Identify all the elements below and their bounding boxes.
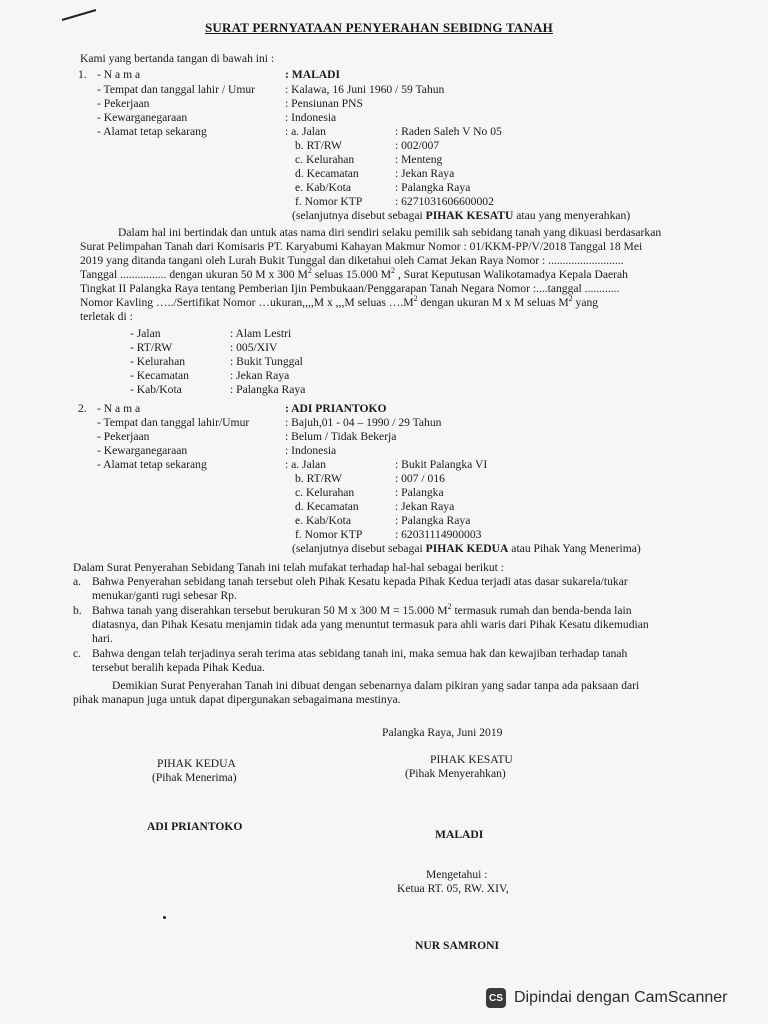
pen-mark — [60, 6, 100, 24]
paragraph-line — [80, 268, 628, 282]
party-one-label: - N a m a — [97, 68, 141, 81]
party-two-addr-label: b. RT/RW — [295, 472, 342, 485]
intro-line: Kami yang bertanda tangan di bawah ini : — [80, 52, 275, 65]
location-label: - Kelurahan — [130, 355, 186, 368]
camscanner-watermark — [470, 980, 768, 1016]
party-one-addr-label: c. Kelurahan — [295, 153, 355, 166]
party-two-addr-value: : Jekan Raya — [395, 500, 455, 513]
clause-b-rest: termasuk rumah dan benda-benda lain — [451, 604, 632, 617]
party-two-addr-label: : a. Jalan — [285, 458, 326, 471]
party-two-label: - Alamat tetap sekarang — [97, 458, 207, 471]
party-one-addr-value: : Jekan Raya — [395, 167, 455, 180]
party-two-designation — [292, 542, 641, 556]
designation-prefix: (selanjutnya disebut sebagai — [292, 542, 426, 555]
place-date: Palangka Raya, Juni 2019 — [382, 726, 503, 739]
left-signer-name: ADI PRIANTOKO — [147, 820, 243, 833]
party-two-number: 2. — [78, 402, 87, 415]
location-label: - RT/RW — [130, 341, 173, 354]
party-two-value: : Indonesia — [285, 444, 337, 457]
party-two-value: : Belum / Tidak Bekerja — [285, 430, 397, 443]
clause-b-line — [92, 604, 632, 618]
witness-name: NUR SAMRONI — [415, 939, 500, 952]
location-label: - Kab/Kota — [130, 383, 182, 396]
party-one-name: : MALADI — [285, 68, 341, 81]
location-value: : Alam Lestri — [230, 327, 292, 340]
document-title: SURAT PERNYATAAN PENYERAHAN SEBIDNG TANAH — [205, 20, 553, 35]
party-one-addr-label: b. RT/RW — [295, 139, 342, 152]
left-signer-role: PIHAK KEDUA — [157, 757, 236, 770]
clause-marker: c. — [73, 647, 82, 660]
clause-c-line: Bahwa dengan telah terjadinya serah terima atas sebidang tanah ini, maka semua hak dan kewajiban terhadap tanah — [92, 647, 628, 660]
witness-label: Mengetahui : — [426, 868, 488, 881]
camscanner-text: Dipindai dengan CamScanner — [514, 989, 728, 1006]
decree-text: , Surat Keputusan Walikotamadya Kepala Daerah — [395, 268, 628, 281]
ink-dot — [163, 916, 166, 919]
clause-b-line: hari. — [92, 632, 113, 645]
party-two-addr-value: : Palangka — [395, 486, 444, 499]
measure-text: dengan ukuran M x M seluas M — [417, 296, 569, 309]
designation-prefix: (selanjutnya disebut sebagai — [292, 209, 426, 222]
location-label: - Kecamatan — [130, 369, 189, 382]
clause-b-line: diatasnya, dan Pihak Kesatu menjamin tidak ada yang menuntut termasuk para ahli waris dari Pihak Kesatu dikemudian — [92, 618, 649, 631]
party-two-addr-label: e. Kab/Kota — [295, 514, 352, 527]
party-one-addr-value: : Menteng — [395, 153, 443, 166]
paragraph-line: Dalam hal ini bertindak dan untuk atas nama diri sendiri selaku pemilik sah sebidang tanah yang dikuasi berdasarkan — [118, 226, 662, 239]
party-one-addr-value: : Raden Saleh V No 05 — [395, 125, 502, 138]
designation-role: PIHAK KESATU — [425, 209, 514, 222]
party-one-number: 1. — [78, 68, 87, 81]
party-one-addr-label: d. Kecamatan — [295, 167, 359, 180]
party-two-label: - Tempat dan tanggal lahir/Umur — [97, 416, 250, 429]
paragraph-line: Surat Pelimpahan Tanah dari Komisaris PT. Karyabumi Kahayan Makmur Nomor : 01/KKM-PP/V/2018 Tanggal 18 Mei — [80, 240, 643, 253]
kavling-text: Nomor Kavling …../Sertifikat Nomor …ukuran,,,,M x ,,,M seluas ….M — [80, 296, 414, 309]
party-two-addr-label: f. Nomor KTP — [295, 528, 363, 541]
closing-line: pihak manapun juga untuk dapat dipergunakan sebagaimana mestinya. — [73, 693, 401, 706]
party-one-addr-label: : a. Jalan — [285, 125, 326, 138]
party-one-designation — [292, 209, 630, 223]
clause-marker: b. — [73, 604, 82, 617]
right-signer-role: PIHAK KESATU — [430, 753, 513, 766]
party-one-value: : Indonesia — [285, 111, 337, 124]
superscript: 2 — [413, 294, 418, 304]
paragraph-line: Tingkat II Palangka Raya tentang Pemberian Ijin Pembukaan/Penggarapan Tanah Negara Nomor :....tanggal ............ — [80, 282, 620, 295]
party-one-addr-value: : Palangka Raya — [395, 181, 471, 194]
party-one-value: : Pensiunan PNS — [285, 97, 363, 110]
clause-b-size: Bahwa tanah yang diserahkan tersebut berukuran 50 M x 300 M = 15.000 M — [92, 604, 448, 617]
party-two-addr-label: c. Kelurahan — [295, 486, 355, 499]
left-signer-subtitle: (Pihak Menerima) — [152, 771, 237, 784]
party-one-label: - Alamat tetap sekarang — [97, 125, 207, 138]
right-signer-subtitle: (Pihak Menyerahkan) — [405, 767, 506, 780]
superscript: 2 — [568, 294, 573, 304]
designation-suffix: atau Pihak Yang Menerima) — [508, 542, 641, 555]
party-one-addr-label: e. Kab/Kota — [295, 181, 352, 194]
superscript: 2 — [447, 602, 452, 612]
party-one-addr-label: f. Nomor KTP — [295, 195, 363, 208]
party-two-addr-value: : Palangka Raya — [395, 514, 471, 527]
clause-a-line: Bahwa Penyerahan sebidang tanah tersebut oleh Pihak Kesatu kepada Pihak Kedua terjadi atas dasar sukarela/tukar — [92, 575, 628, 588]
designation-suffix: atau yang menyerahkan) — [513, 209, 631, 222]
party-one-addr-value: : 6271031606600002 — [395, 195, 494, 208]
party-one-label: - Pekerjaan — [97, 97, 150, 110]
paragraph-line: terletak di : — [80, 310, 133, 323]
party-two-addr-value: : Bukit Palangka VI — [395, 458, 488, 471]
party-one-label: - Kewarganegaraan — [97, 111, 188, 124]
measure-suffix: yang — [572, 296, 599, 309]
clause-a-line: menukar/ganti rugi sebesar Rp. — [92, 589, 237, 602]
location-value: : Bukit Tunggal — [230, 355, 303, 368]
party-two-addr-value: : 62031114900003 — [395, 528, 482, 541]
clause-c-line: tersebut beralih kepada Pihak Kedua. — [92, 661, 265, 674]
designation-role: PIHAK KEDUA — [425, 542, 509, 555]
closing-line: Demikian Surat Penyerahan Tanah ini dibuat dengan sebenarnya dalam pikiran yang sadar tanpa ada paksaan dari — [112, 679, 640, 692]
area-text: seluas 15.000 M — [311, 268, 392, 281]
location-value: : Jekan Raya — [230, 369, 290, 382]
paragraph-line — [80, 296, 598, 310]
party-two-addr-value: : 007 / 016 — [395, 472, 445, 485]
party-two-label: - Pekerjaan — [97, 430, 150, 443]
paragraph-line: 2019 yang ditanda tangani oleh Lurah Bukit Tunggal dan diketahui oleh Camat Jekan Raya Nomor : .......................... — [80, 254, 624, 267]
superscript: 2 — [391, 266, 396, 276]
camscanner-logo-icon: CS — [486, 988, 506, 1008]
party-two-value: : Bajuh,01 - 04 – 1990 / 29 Tahun — [285, 416, 442, 429]
witness-role: Ketua RT. 05, RW. XIV, — [397, 882, 509, 895]
location-value: : Palangka Raya — [230, 383, 306, 396]
party-two-label: - N a m a — [97, 402, 141, 415]
party-two-label: - Kewarganegaraan — [97, 444, 188, 457]
party-two-addr-label: d. Kecamatan — [295, 500, 359, 513]
party-one-value: : Kalawa, 16 Juni 1960 / 59 Tahun — [285, 83, 445, 96]
location-value: : 005/XIV — [230, 341, 278, 354]
party-one-label: - Tempat dan tanggal lahir / Umur — [97, 83, 256, 96]
superscript: 2 — [307, 266, 312, 276]
party-one-addr-value: : 002/007 — [395, 139, 440, 152]
size-text: Tanggal ................ dengan ukuran 50 M x 300 M — [80, 268, 308, 281]
party-two-name: : ADI PRIANTOKO — [285, 402, 387, 415]
location-label: - Jalan — [130, 327, 161, 340]
right-signer-name: MALADI — [435, 828, 484, 841]
clause-marker: a. — [73, 575, 82, 588]
agreement-lead: Dalam Surat Penyerahan Sebidang Tanah ini telah mufakat terhadap hal-hal sebagai berikut : — [73, 561, 505, 574]
